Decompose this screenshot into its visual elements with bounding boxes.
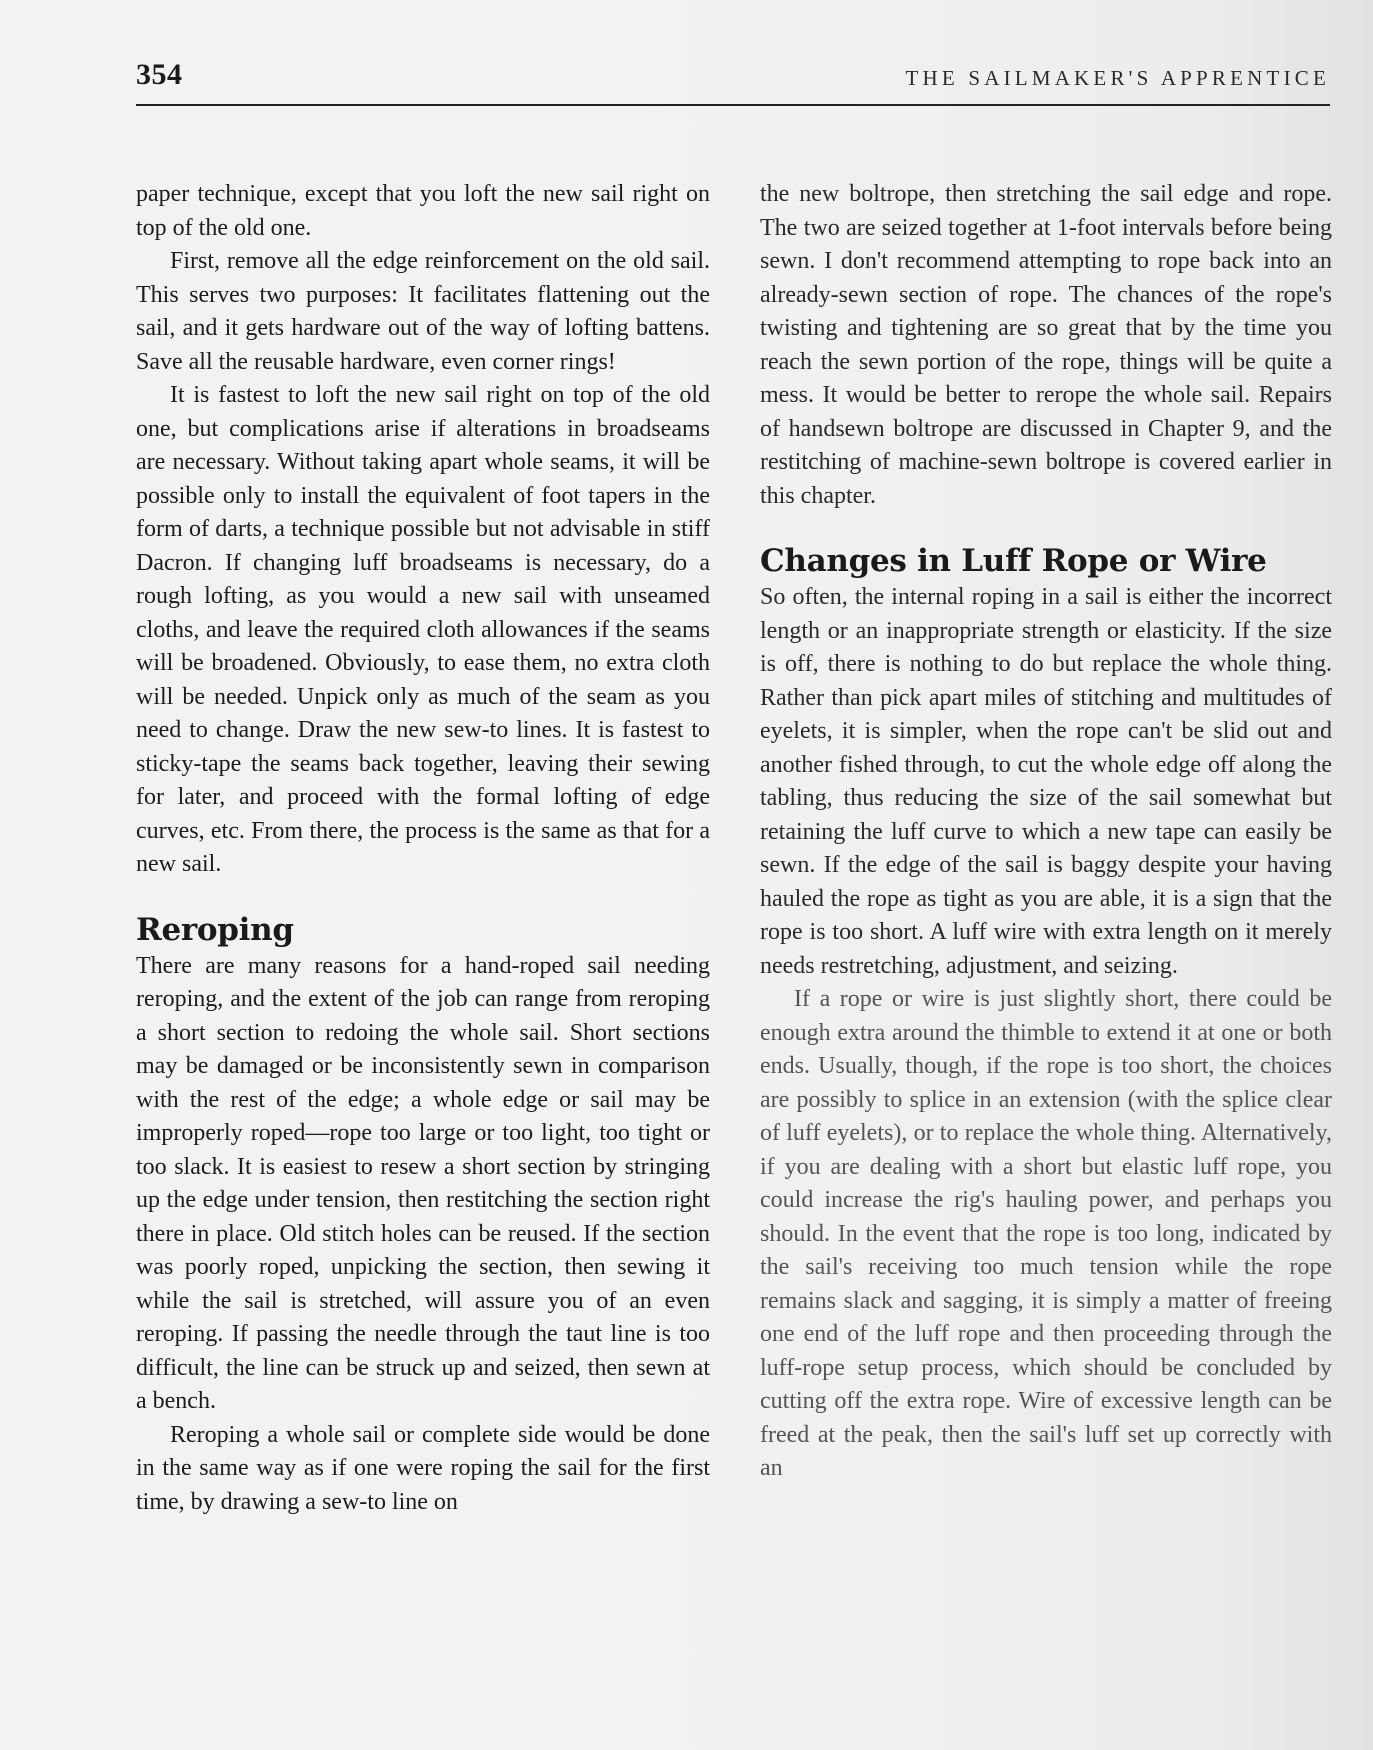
right-column bbox=[760, 178, 1332, 1486]
paragraph: So often, the internal roping in a sail is either the incorrect length or an inappropriate strength or elasticity. If the size is off, there is nothing to do but replace the whole thing. Rather than pick apart miles of stitching and multitudes of eyelets, it is simpler, when the rope can't be slid out and another fished through, to cut the whole edge off along the tabling, thus reducing the size of the sail somewhat but retaining the luff curve to which a new tape can easily be sewn. If the edge of the sail is baggy despite your having hauled the rope as tight as you are able, it is a sign that the rope is too short. A luff wire with extra length on it merely needs restretching, adjustment, and seizing. bbox=[760, 584, 1332, 979]
page-number: 354 bbox=[136, 58, 183, 91]
paragraph: the new boltrope, then stretching the sail edge and rope. The two are seized together at 1-foot intervals before being sewn. I don't recommend attempting to rope back into an already-sewn section of rope. The chances of the rope's twisting and tightening are so great that by the time you reach the sewn portion of the rope, things will be quite a mess. It would be better to rerope the whole sail. Repairs of handsewn boltrope are discussed in Chapter 9, and the restitching of machine-sewn boltrope is covered earlier in this chapter. bbox=[760, 181, 1332, 509]
running-head: THE SAILMAKER'S APPRENTICE bbox=[905, 66, 1330, 90]
paragraph: Reroping a whole sail or complete side would be done in the same way as if one were roping the sail for the first time, by drawing a sew-to line on bbox=[136, 1421, 710, 1515]
paragraph: paper technique, except that you loft the new sail right on top of the old one. bbox=[136, 181, 710, 241]
paragraph: It is fastest to loft the new sail right on top of the old one, but complications arise if alterations in broadseams are necessary. Without taking apart whole seams, it will be possible only to install the equivalent of foot tapers in the form of darts, a technique possible but not advisable in stiff Dacron. If changing luff broadseams is necessary, do a rough lofting, as you would a new sail with unseamed cloths, and leave the required cloth allowances if the seams will be broadened. Obviously, to ease them, no extra cloth will be needed. Unpick only as much of the seam as you need to change. Draw the new sew-to lines. It is fastest to sticky-tape the seams back together, leaving their sewing for later, and proceed with the formal lofting of edge curves, etc. From there, the process is the same as that for a new sail. bbox=[136, 382, 710, 877]
section-heading-luff-rope: Changes in Luff Rope or Wire bbox=[760, 543, 1267, 579]
paragraph: First, remove all the edge reinforcement on the old sail. This serves two purposes: It facilitates flattening out the sail, and it gets hardware out of the way of lofting battens. Save all the reusable hardware, even corner rings! bbox=[136, 248, 710, 375]
page-header bbox=[136, 56, 1330, 106]
paragraph: If a rope or wire is just slightly short, there could be enough extra around the thimble to extend it at one or both ends. Usually, though, if the rope is too short, the choices are possibly to splice in an extension (with the splice clear of luff eyelets), or to replace the whole thing. Alternatively, if you are dealing with a short but elastic luff rope, you could increase the rig's hauling power, and perhaps you should. In the event that the rope is too long, indicated by the sail's receiving too much tension while the rope remains slack and sagging, it is simply a matter of freeing one end of the luff rope and then proceeding through the luff-rope setup process, which should be concluded by cutting off the extra rope. Wire of excessive length can be freed at the peak, then the sail's luff set up correctly with an bbox=[760, 986, 1332, 1481]
paragraph: There are many reasons for a hand-roped sail needing reroping, and the extent of the job can range from reroping a short section to redoing the whole sail. Short sections may be damaged or be inconsistently sewn in comparison with the rest of the edge; a whole edge or sail may be improperly roped—rope too large or too light, too tight or too slack. It is easiest to resew a short section by stringing up the edge under tension, then restitching the section right there in place. Old stitch holes can be reused. If the section was poorly roped, unpicking the section, then sewing it while the sail is stretched, will assure you of an even reroping. If passing the needle through the taut line is too difficult, the line can be struck up and seized, then sewn at a bench. bbox=[136, 952, 710, 1414]
section-heading-reroping: Reroping bbox=[136, 911, 294, 948]
left-column bbox=[136, 178, 710, 1519]
